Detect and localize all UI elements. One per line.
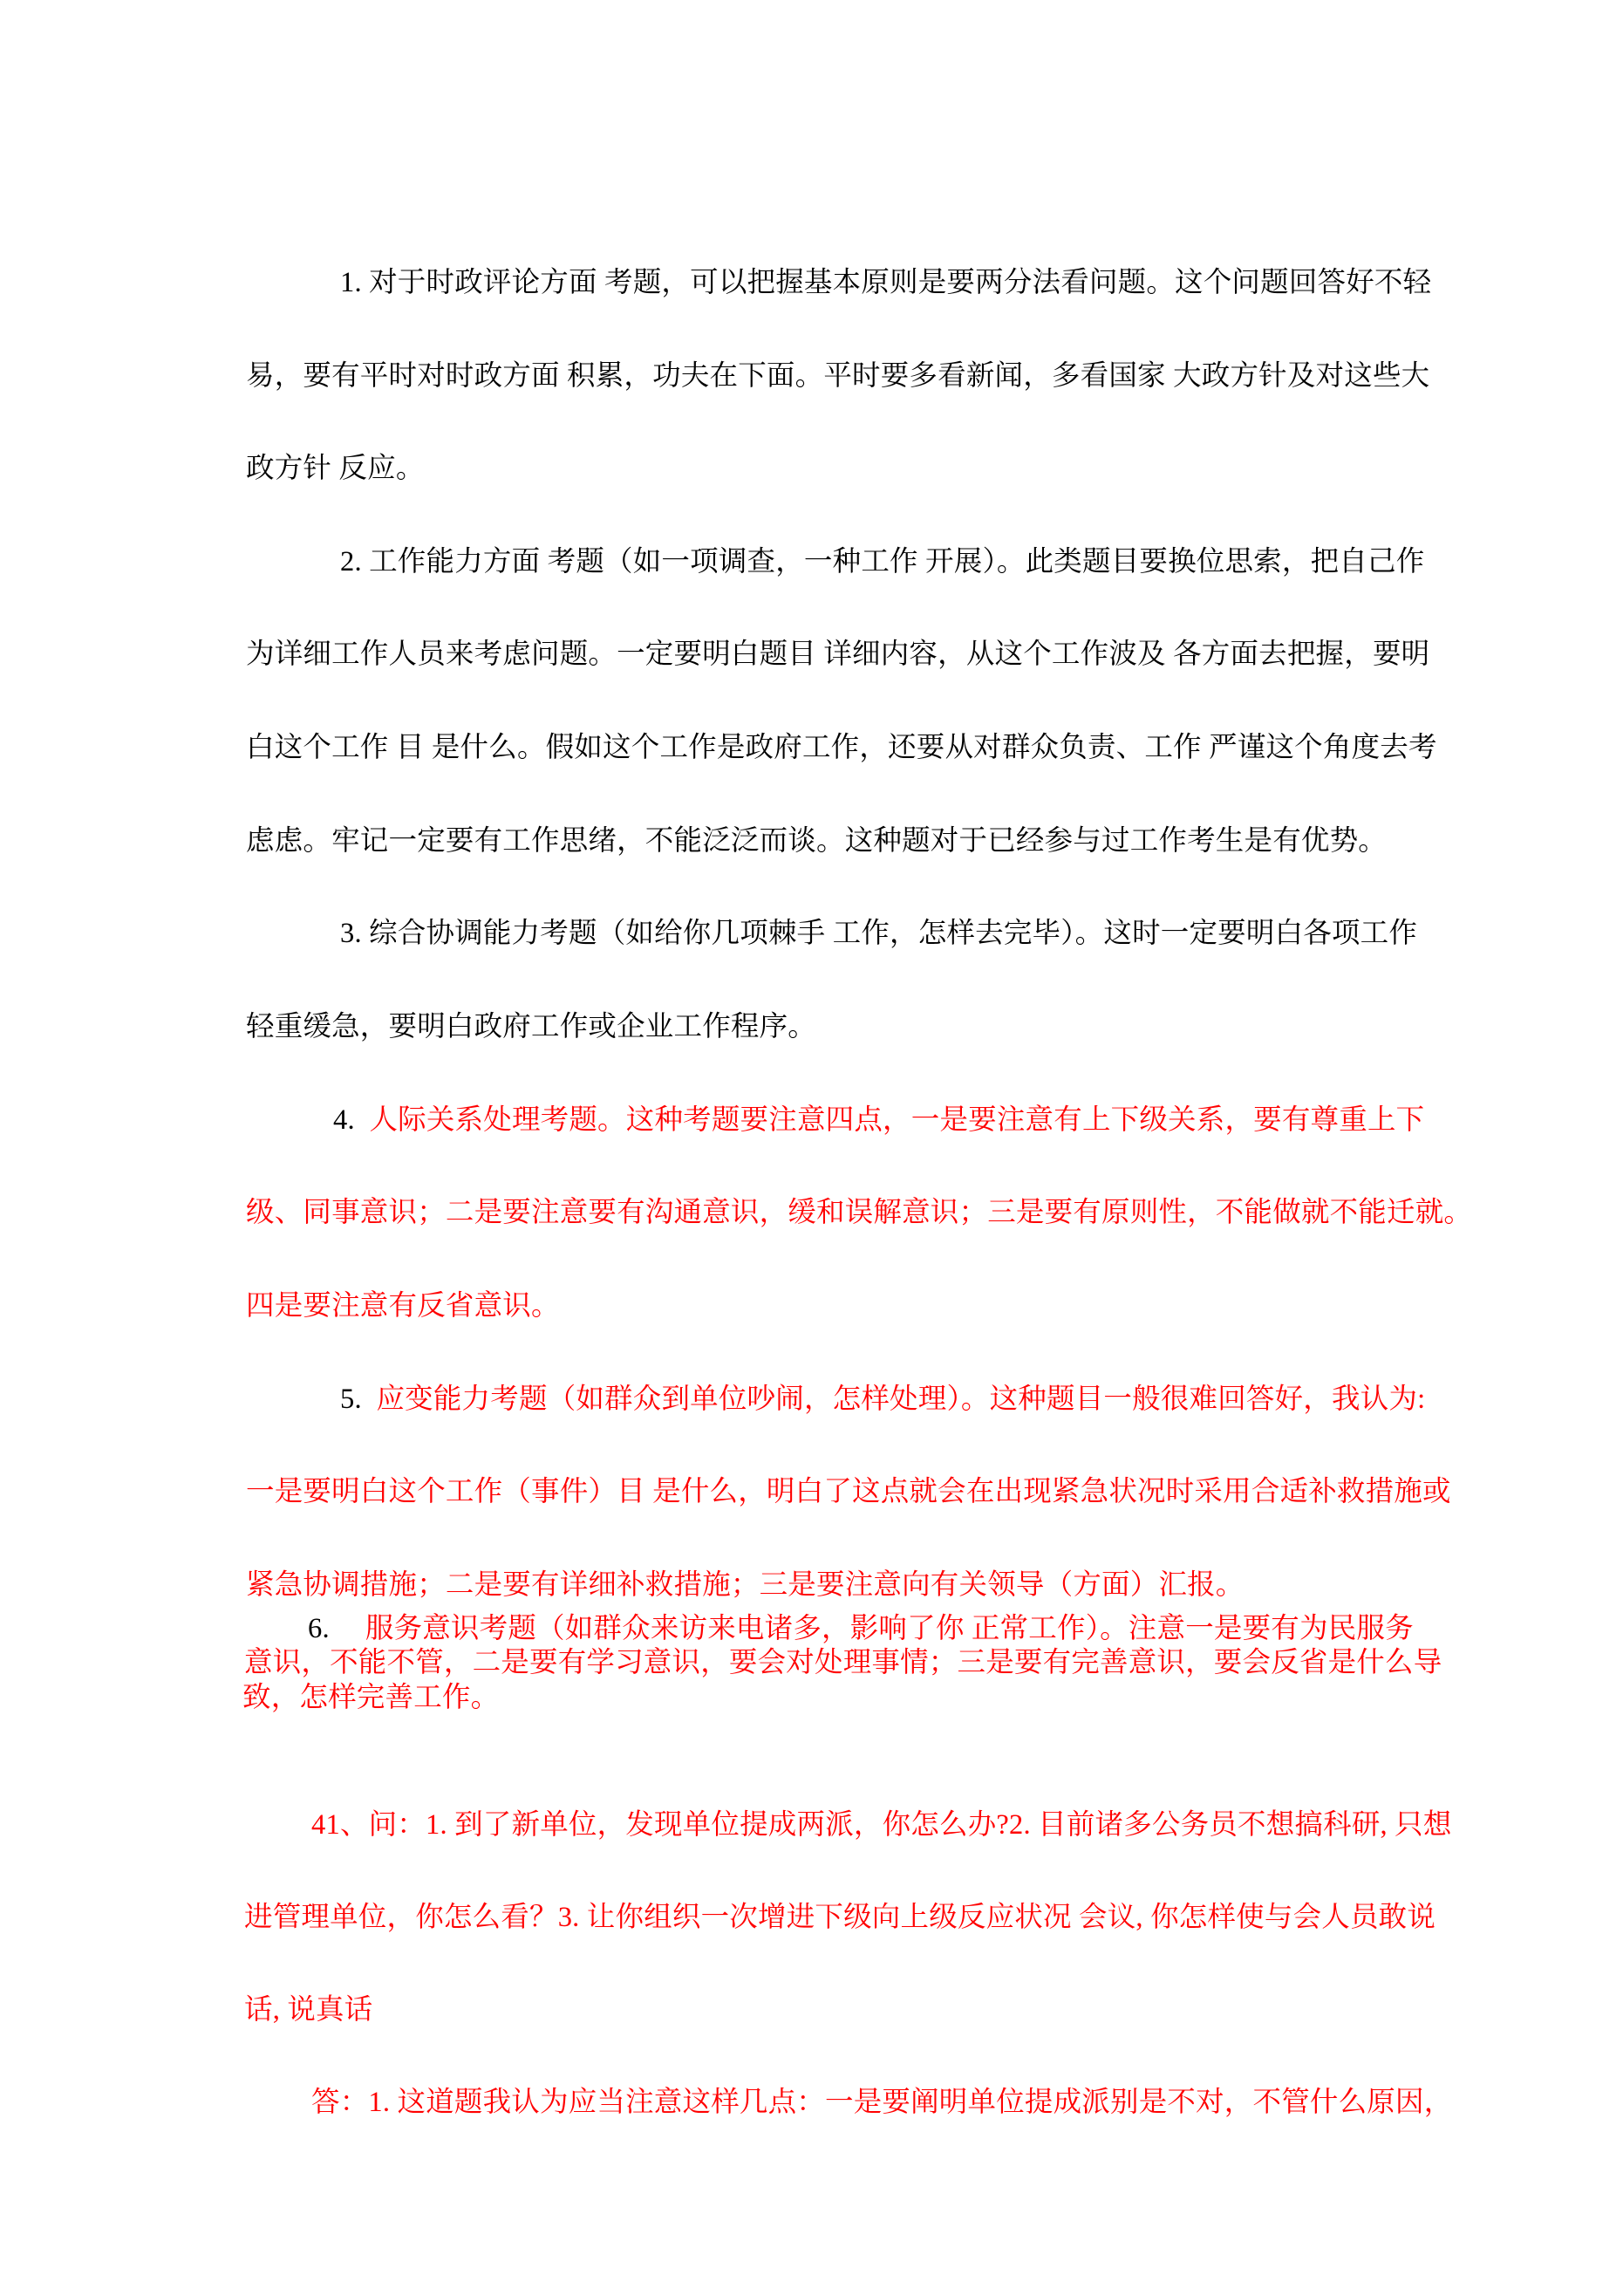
text-line	[311, 2086, 1452, 2119]
text-line	[340, 1383, 1425, 1416]
text-line	[340, 545, 1424, 578]
text-line	[333, 1104, 1424, 1137]
text-segment: 服务意识考题（如群众来访来电诸多，影响了你 正常工作）。注意一是要有为民服务	[365, 1613, 1414, 1644]
text-line	[340, 917, 1417, 950]
text-segment: 进管理单位，你怎么看？3. 让你组织一次增进下级向上级反应状况 会议, 你怎样使与会人员敢说	[244, 1902, 1436, 1933]
text-segment: 一是要明白这个工作（事件）目 是什么，明白了这点就会在出现紧急状况时采用合适补救措施或	[246, 1476, 1451, 1507]
text-segment: 人际关系处理考题。这种考题要注意四点，一是要注意有上下级关系，要有尊重上下	[369, 1104, 1425, 1136]
text-line	[246, 1196, 1472, 1229]
text-line	[244, 1646, 1442, 1679]
text-line	[308, 1612, 1414, 1645]
text-line	[246, 824, 1387, 858]
text-line	[311, 1808, 1452, 1842]
text-segment: 5.	[340, 1384, 377, 1415]
text-line	[246, 1475, 1451, 1508]
text-segment: 2. 工作能力方面 考题（如一项调查，一种工作 开展）。此类题目要换位思索，把自己作	[340, 546, 1425, 577]
text-segment: 3. 综合协调能力考题（如给你几项棘手 工作，怎样去完毕）。这时一定要明白各项工作	[340, 918, 1418, 949]
text-line	[244, 1993, 372, 2026]
text-segment: 四是要注意有反省意识。	[246, 1290, 560, 1322]
text-segment: 政方针 反应。	[246, 453, 425, 484]
text-line	[242, 1681, 499, 1714]
text-line	[246, 638, 1429, 671]
text-line	[340, 266, 1431, 299]
text-segment: 1. 对于时政评论方面 考题，可以把握基本原则是要两分法看问题。这个问题回答好不轻	[340, 267, 1432, 298]
text-segment: 致，怎样完善工作。	[242, 1682, 500, 1713]
text-segment: 白这个工作 目 是什么。假如这个工作是政府工作，还要从对群众负责、工作 严谨这个角度去考	[246, 732, 1437, 763]
text-segment: 意识，不能不管，二是要有学习意识，要会对处理事情；三是要有完善意识，要会反省是什么导	[244, 1647, 1442, 1678]
text-segment: 话, 说真话	[244, 1994, 373, 2026]
text-line	[246, 359, 1429, 393]
text-line	[246, 452, 425, 485]
text-segment: 级、同事意识；二是要注意要有沟通意识，缓和误解意识；三是要有原则性，不能做就不能迁就。	[246, 1197, 1473, 1228]
text-segment: 轻重缓急，要明白政府工作或企业工作程序。	[246, 1011, 817, 1042]
text-line	[246, 1289, 560, 1322]
text-segment: 应变能力考题（如群众到单位吵闹，怎样处理）。这种题目一般很难回答好，我认为:	[376, 1384, 1426, 1415]
text-line	[246, 731, 1437, 764]
text-line	[246, 1568, 1245, 1602]
text-segment: 虑虑。牢记一定要有工作思绪，不能泛泛而谈。这种题对于已经参与过工作考生是有优势。	[246, 825, 1388, 857]
text-segment: 6.	[308, 1613, 365, 1644]
text-line	[244, 1901, 1435, 1934]
text-line	[246, 1010, 816, 1043]
text-segment: 为详细工作人员来考虑问题。一定要明白题目 详细内容，从这个工作波及 各方面去把握，要明	[246, 639, 1430, 670]
text-segment: 41、问：1. 到了新单位，发现单位提成两派，你怎么办?2. 目前诸多公务员不想搞科研, 只想	[311, 1809, 1452, 1841]
text-segment: 答：1. 这道题我认为应当注意这样几点：一是要阐明单位提成派别是不对，不管什么原因，	[311, 2087, 1453, 2118]
text-segment: 紧急协调措施；二是要有详细补救措施；三是要注意向有关领导（方面）汇报。	[246, 1569, 1245, 1601]
text-segment: 4.	[333, 1104, 370, 1136]
text-segment: 易，要有平时对时政方面 积累，功夫在下面。平时要多看新闻，多看国家 大政方针及对这些大	[246, 360, 1430, 392]
